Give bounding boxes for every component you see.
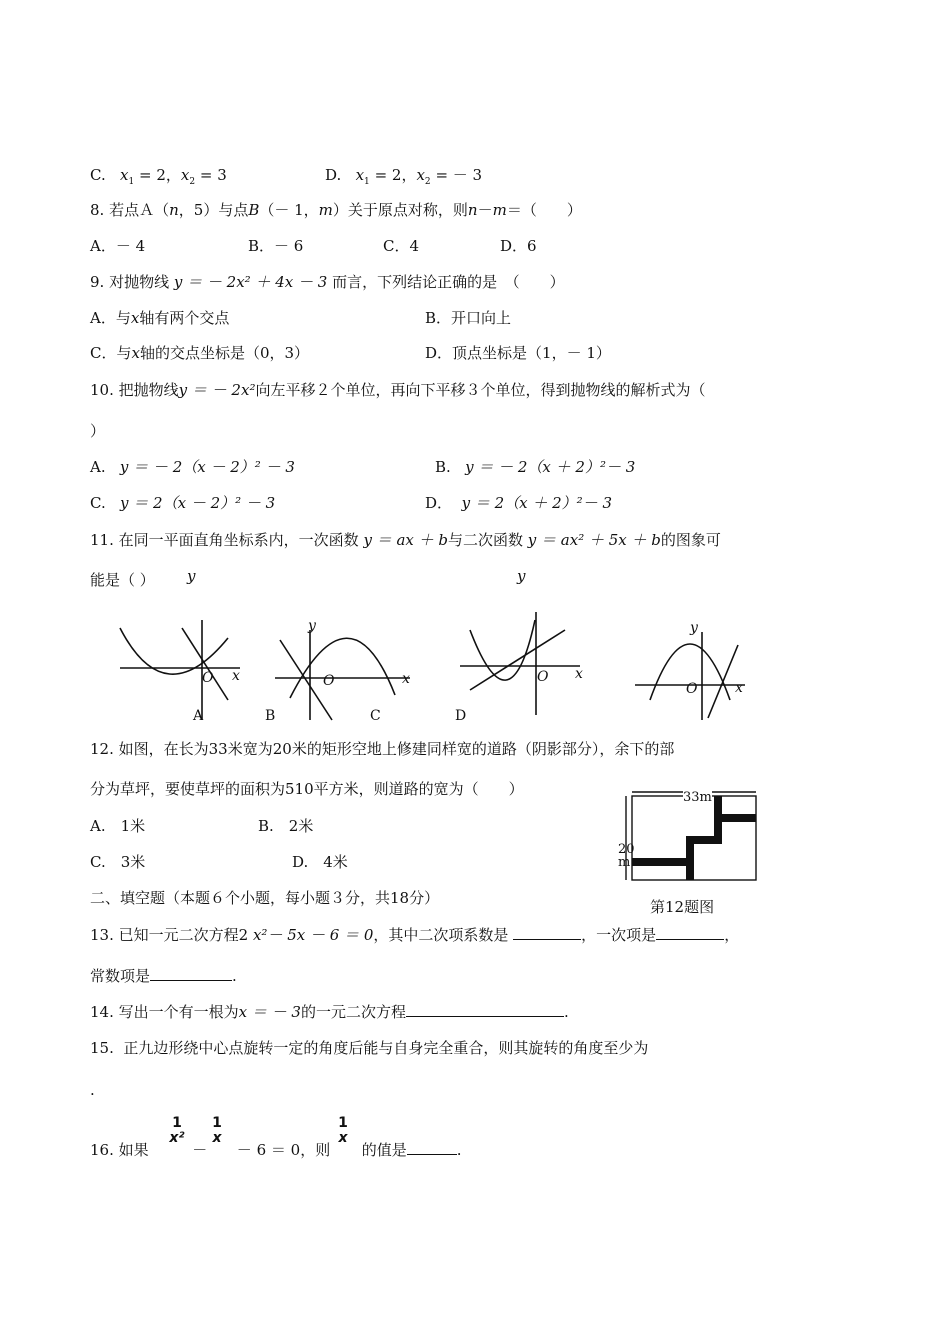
q10-close-paren: ） [90,422,106,440]
graph-b-y-label: y [308,618,316,634]
q12-option-c: C. 3米 [90,853,146,871]
q11-line-2: 能是（ ） [90,571,155,589]
question-14: 14. 写出一个有一根为x ＝ － 3的一元二次方程 . [90,1003,569,1021]
question-12: 12. 如图，在长为33米宽为20米的矩形空地上修建同样宽的道路（阴影部分），余下的部 [90,740,675,758]
q9-option-c: C．与x轴的交点坐标是（0，3） [90,344,310,362]
q12-length-label: 33m [683,790,712,805]
q9-option-d: D．顶点坐标是（1，－ 1） [425,344,611,362]
question-9: 9. 对抛物线 y ＝ － 2x² ＋ 4x － 3 而言，下列结论正确的是 （ ） [90,273,565,291]
graph-d-parabola [470,620,535,680]
question-8: 8. 若点Ａ（n，5）与点B（－ 1，m）关于原点对称，则n－m＝（ ） [90,201,582,219]
q12-option-b: B. 2米 [258,817,314,835]
q10-option-c: C. y ＝ 2（x － 2）² － 3 [90,494,276,512]
graph-b-letter: B [265,708,276,724]
question-15-line-2: . [90,1081,95,1099]
graph-a-letter: A [193,708,204,724]
q12-option-a: A. 1米 [90,817,146,835]
q14-blank[interactable] [406,1002,564,1017]
question-11: 11. 在同一平面直角坐标系内，一次函数 y ＝ ax ＋ b与二次函数 y ＝ ax² ＋ 5x ＋ b的图象可 [90,531,721,549]
graph-4-origin: O [686,681,698,697]
q12-road-top [714,796,722,822]
question-10: 10. 把抛物线y ＝ － 2x²向左平移２个单位，再向下平移３个单位，得到抛物线的解析式为（ [90,381,706,399]
q16-fraction-3: 1 x [338,1115,348,1146]
q16-blank[interactable] [407,1140,457,1155]
q9-option-b: B．开口向上 [425,309,512,327]
q12-caption: 第12题图 [650,898,715,916]
q10-option-d: D． y ＝ 2（x ＋ 2）²－ 3 [425,494,612,512]
q11-graphs [110,590,770,730]
graph-b-x-label: x [402,671,410,687]
q8-option-a: A．－ 4 [90,237,146,255]
q16-fraction-1: 1 x² [169,1115,185,1146]
graph-b-origin: O [323,673,335,689]
graph-a-line [182,628,228,700]
q13-blank-2[interactable] [656,925,724,940]
graph-a-origin: O [202,670,214,686]
q12-road-bottom [686,844,694,880]
q8-option-d: D．6 [500,237,537,255]
question-16: 16. 如果 － － 6 ＝ 0，则 的值是 . [90,1141,462,1159]
question-12-line-2: 分为草坪，要使草坪的面积为510平方米，则道路的宽为（ ） [90,780,524,798]
q8-option-b: B．－ 6 [248,237,304,255]
q12-option-d: D. 4米 [292,853,348,871]
graph-b-parabola [290,638,395,698]
graph-d-letter: D [455,708,467,724]
graph-d-origin: O [537,669,549,685]
q11-y-label-2: y [517,567,526,585]
graph-4-line [708,645,738,718]
q10-option-b: B. y ＝ － 2（x ＋ 2）²－ 3 [435,458,636,476]
graph-4-y-label: y [690,620,698,636]
section-2-heading: 二、填空题（本题６个小题，每小题３分，共18分） [90,889,440,907]
question-15: 15. 正九边形绕中心点旋转一定的角度后能与自身完全重合，则其旋转的角度至少为 [90,1039,649,1057]
question-13-line-2: 常数项是 . [90,967,237,985]
q16-fraction-2: 1 x [212,1115,222,1146]
q10-option-a: A. y ＝ － 2（x － 2）² － 3 [90,458,295,476]
q11-y-label-1: y [187,567,196,585]
q13-blank-1[interactable] [513,925,581,940]
question-13: 13. 已知一元二次方程2 x²－ 5x － 6 ＝ 0，其中二次项系数是 ，一次项是 ， [90,926,740,944]
graph-d-x-label: x [575,666,583,682]
q12-width-label: 20 m [618,842,635,870]
q13-blank-3[interactable] [150,966,232,981]
graph-a-x-label: x [232,668,240,684]
q9-option-a: A．与x轴有两个交点 [90,309,230,327]
q8-option-c: C．4 [383,237,420,255]
q7-option-c: C. $x_1 = 2$，$x_2 = 3$ [90,166,227,187]
graph-4-x-label: x [735,680,743,696]
graph-c-letter: C [370,708,381,724]
q7-option-d: D. $x_1 = 2$，$x_2$ = － 3 [325,166,483,187]
